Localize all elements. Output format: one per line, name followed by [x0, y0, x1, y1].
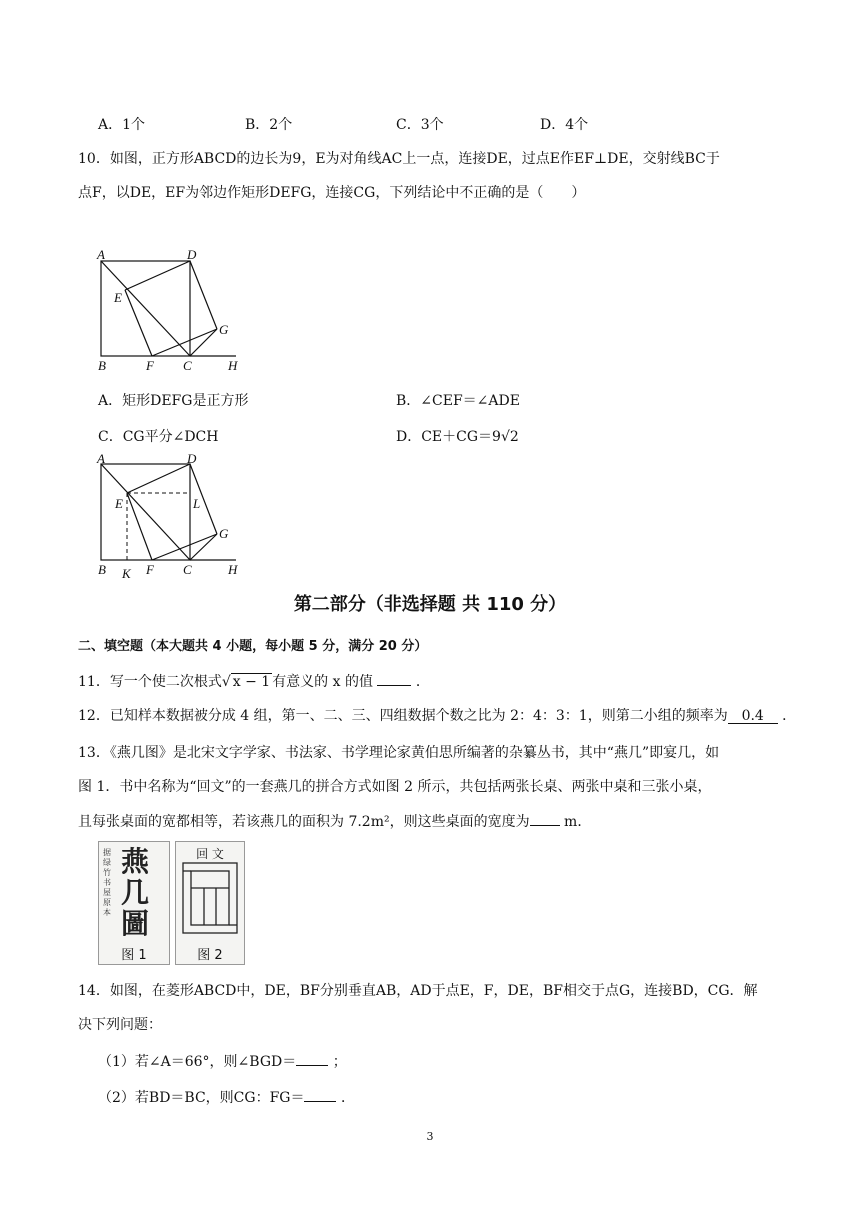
question-12	[78, 705, 796, 725]
fig1-label: A	[97, 247, 105, 262]
question-11: 11．写一个使二次根式√ x − 1 有意义的 x 的值 ．	[78, 670, 430, 691]
q13-blank	[530, 810, 560, 826]
q9-option-c: C．3个	[396, 117, 444, 133]
q12-end: ．	[782, 708, 797, 724]
q10-stem-line2: 点F，以DE，EF为邻边作矩形DEFG，连接CG，下列结论中不正确的是（ ）	[78, 185, 586, 201]
fig1-label: C	[183, 358, 192, 373]
fig1-caption: 图 1	[121, 948, 147, 963]
q13-line3-pre: 且每张桌面的宽都相等，若该燕几的面积为 7.2m²，则这些桌面的宽度为	[78, 814, 530, 830]
q13-line3-post: m．	[559, 814, 592, 830]
q14-sub1-post: ；	[332, 1054, 347, 1070]
fig1-small-text: 据绿竹书屋原本	[103, 848, 111, 917]
q11-pre: 11．写一个使二次根式	[78, 674, 222, 690]
q13-line3	[78, 810, 591, 831]
q14-sub2	[98, 1086, 355, 1107]
fig1-label: G	[219, 322, 229, 337]
yanjitu-figure-1	[98, 841, 170, 965]
q14-line1: 14．如图，在菱形ABCD中，DE，BF分别垂直AB，AD于点E，F，DE，BF相交于点G，连接BD，CG．解	[78, 983, 758, 999]
fig1-label: B	[98, 358, 106, 373]
q10-figure-2	[90, 452, 260, 580]
part2-title: 第二部分（非选择题 共 110 分）	[293, 594, 567, 615]
q14-sub2-pre: （2）若BD＝BC，则CG：FG＝	[98, 1090, 305, 1106]
fig2-label: H	[228, 562, 238, 577]
section-heading: 二、填空题（本大题共 4 小题，每小题 5 分，满分 20 分）	[78, 639, 428, 654]
fig2-table-layout	[182, 862, 238, 934]
q11-end: ．	[415, 674, 430, 690]
fig1-label: F	[146, 358, 154, 373]
fig2-label: K	[122, 566, 131, 580]
fig2-label: A	[97, 452, 105, 466]
fig1-big-text: 燕几圖	[121, 845, 150, 940]
fig2-header: 回 文	[196, 847, 224, 861]
q14-line2: 决下列问题：	[78, 1017, 162, 1033]
fig2-caption: 图 2	[197, 948, 223, 963]
q14-sub2-blank	[304, 1086, 336, 1102]
fig2-label: E	[115, 496, 123, 511]
fig1-label: D	[187, 247, 197, 262]
q14-sub2-post: ．	[340, 1090, 355, 1106]
q10-option-c: C．CG平分∠DCH	[98, 429, 219, 445]
q10-stem-line1: 10．如图，正方形ABCD的边长为9，E为对角线AC上一点，连接DE，过点E作EF⊥DE，交射线BC于	[78, 151, 720, 167]
q14-sub1	[98, 1050, 347, 1071]
q14-sub1-pre: （1）若∠A＝66°，则∠BGD＝	[98, 1054, 297, 1070]
page-number: 3	[426, 1130, 434, 1143]
q13-line2: 图 1．书中名称为“回文”的一套燕几的拼合方式如图 2 所示，共包括两张长桌、两张中桌和三张小桌，	[78, 779, 712, 795]
q10-option-b: B．∠CEF＝∠ADE	[396, 393, 520, 409]
q10-option-a: A．矩形DEFG是正方形	[98, 393, 249, 409]
fig1-label: H	[228, 358, 238, 373]
fig2-label: D	[187, 452, 197, 466]
q10-option-d: D．CE＋CG＝9√2	[396, 429, 519, 445]
fig2-label: C	[183, 562, 192, 577]
q12-pre: 12．已知样本数据被分成 4 组，第一、二、三、四组数据个数之比为 2：4：3：1，则第二小组的频率为	[78, 708, 728, 724]
q9-option-d: D．4个	[540, 117, 589, 133]
q14-sub1-blank	[296, 1050, 328, 1066]
q11-blank	[377, 670, 411, 686]
q11-post: 有意义的 x 的值	[272, 674, 373, 690]
q9-option-b: B．2个	[245, 117, 293, 133]
fig2-label: F	[146, 562, 154, 577]
q12-answer: 0.4	[728, 708, 778, 724]
fig1-label: E	[114, 290, 122, 305]
q11-radicand: x − 1	[232, 674, 271, 690]
q10-figure-1	[90, 246, 260, 374]
fig2-label: L	[193, 496, 201, 511]
q9-option-a: A．1个	[98, 117, 146, 133]
q13-line1: 13．《燕几图》是北宋文字学家、书法家、书学理论家黄伯思所编著的杂纂丛书，其中“燕几”即宴几，如	[78, 745, 720, 761]
fig2-label: G	[219, 526, 229, 541]
fig2-label: B	[98, 562, 106, 577]
yanjitu-figure-2	[175, 841, 245, 965]
